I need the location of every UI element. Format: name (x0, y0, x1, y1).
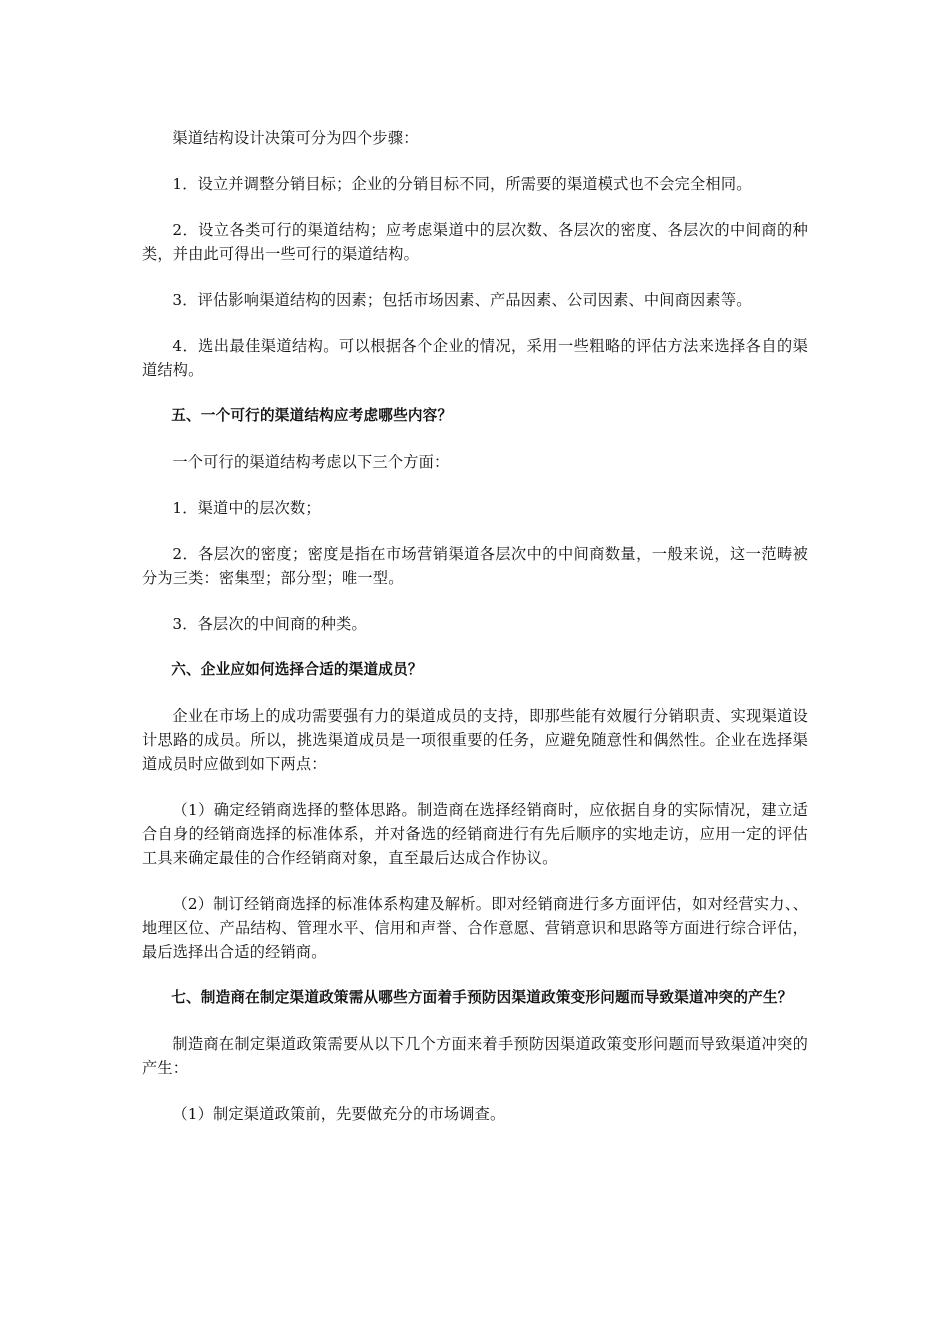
paragraph-step-4: 4．选出最佳渠道结构。可以根据各个企业的情况，采用一些粗略的评估方法来选择各自的渠道结构。 (142, 337, 808, 379)
section-heading-5: 五、一个可行的渠道结构应考虑哪些内容？ (171, 407, 453, 424)
paragraph-step-3: 3．评估影响渠道结构的因素；包括市场因素、产品因素、公司因素、中间商因素等。 (172, 291, 752, 309)
section-heading-6: 六、企业应如何选择合适的渠道成员？ (171, 661, 423, 678)
paragraph-section-5-item-1: 1．渠道中的层次数； (172, 499, 321, 517)
document-page (142, 126, 808, 1126)
paragraph-step-1: 1．设立并调整分销目标；企业的分销目标不同，所需要的渠道模式也不会完全相同。 (172, 175, 752, 193)
paragraph-section-6-item-1: （1）确定经销商选择的整体思路。制造商在选择经销商时，应依据自身的实际情况，建立适合自身的经销商选择的标准体系，并对备选的经销商进行有先后顺序的实地走访，应用一定的评估工具来确定最佳的合作经销商对象，直至最后达成合作协议。 (142, 801, 808, 867)
section-heading-7: 七、制造商在制定渠道政策需从哪些方面着手预防因渠道政策变形问题而导致渠道冲突的产生？ (171, 989, 793, 1006)
paragraph-step-2: 2．设立各类可行的渠道结构；应考虑渠道中的层次数、各层次的密度、各层次的中间商的种类，并由此可得出一些可行的渠道结构。 (142, 221, 808, 263)
paragraph-section-6-item-2: （2）制订经销商选择的标准体系构建及解析。即对经销商进行多方面评估，如对经营实力、、地理区位、产品结构、管理水平、信用和声誉、合作意愿、营销意识和思路等方面进行综合评估，最后选择出合适的经销商。 (142, 895, 808, 961)
paragraph-section-5-intro: 一个可行的渠道结构考虑以下三个方面： (172, 453, 450, 471)
paragraph-section-7-intro: 制造商在制定渠道政策需要从以下几个方面来着手预防因渠道政策变形问题而导致渠道冲突的产生： (142, 1035, 808, 1077)
paragraph-section-6-intro: 企业在市场上的成功需要强有力的渠道成员的支持，即那些能有效履行分销职责、实现渠道设计思路的成员。所以，挑选渠道成员是一项很重要的任务，应避免随意性和偶然性。企业在选择渠道成员时应做到如下两点： (142, 707, 808, 773)
paragraph-section-5-item-2: 2．各层次的密度；密度是指在市场营销渠道各层次中的中间商数量，一般来说，这一范畴被分为三类：密集型；部分型；唯一型。 (142, 545, 808, 587)
paragraph-section-7-item-1: （1）制定渠道政策前，先要做充分的市场调查。 (172, 1105, 506, 1123)
paragraph-section-5-item-3: 3．各层次的中间商的种类。 (172, 615, 367, 633)
paragraph-intro: 渠道结构设计决策可分为四个步骤： (172, 129, 419, 147)
